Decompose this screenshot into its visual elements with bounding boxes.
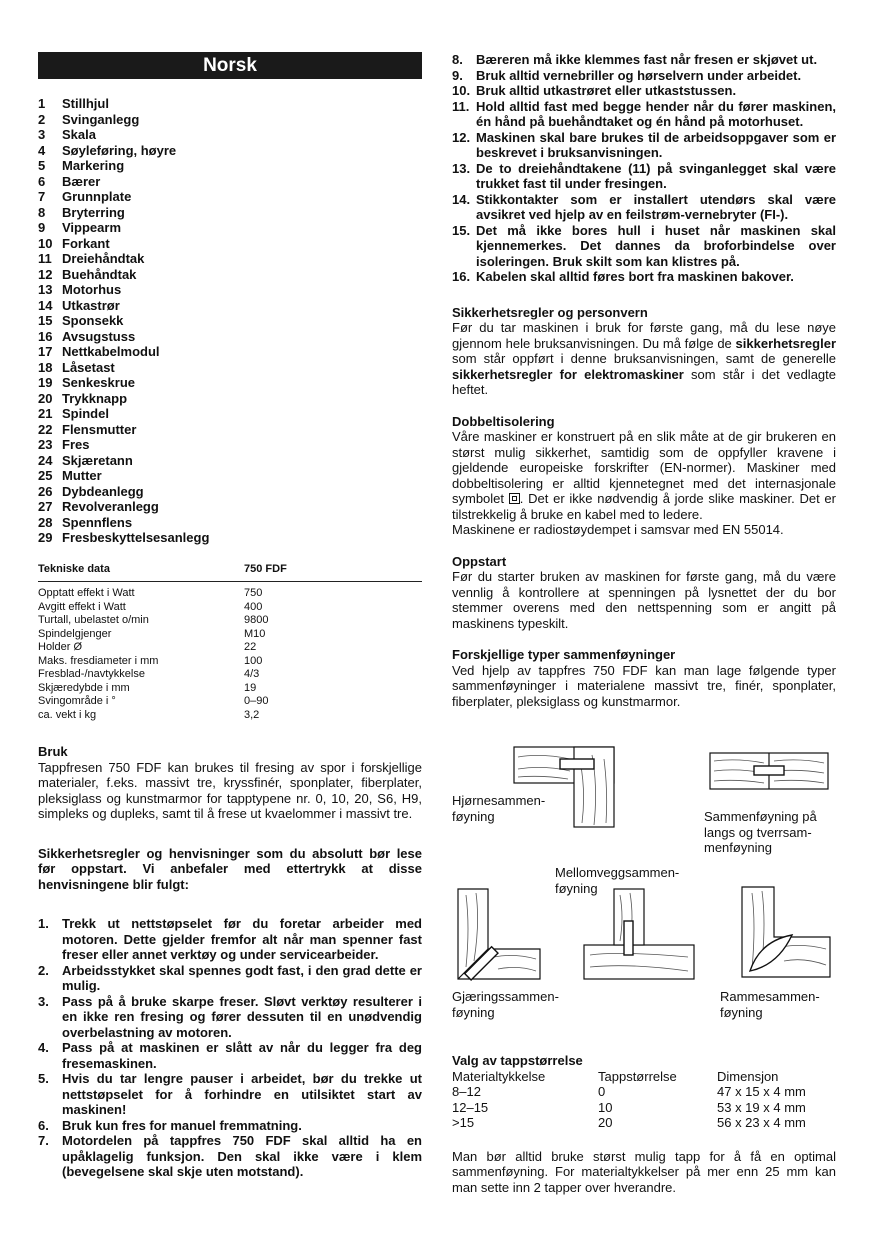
parts-list-item: 22 Flensmutter [38, 421, 137, 437]
parts-list-item: 26 Dybdeanlegg [38, 483, 144, 499]
parts-list-item: 14 Utkastrør [38, 297, 120, 313]
spec-row: Fresblad-/navtykkelse 4/3 [38, 668, 260, 680]
language-heading: Norsk [38, 52, 422, 79]
frame-joint-diagram [738, 885, 834, 983]
sizes-cell: 53 x 19 x 4 mm [717, 1099, 806, 1115]
parts-list-item: 10 Forkant [38, 235, 110, 251]
safety-rule: 6. Bruk kun fres for manuel fremmatning. [38, 1117, 302, 1133]
spec-row: Maks. fresdiameter i mm 100 [38, 654, 263, 667]
safety-rule: 13. De to dreiehåndtakene (11) på svinganlegget skal være trukket fast til under fresingen. [452, 160, 836, 191]
joint-diagrams [452, 725, 836, 1035]
middle-joint-label: Mellomveggsammen- føyning [555, 865, 680, 896]
safety-rule: 5. Hvis du tar lengre pauser i arbeidet, bør du trekke ut nettstøpselet for å forhindre en utilsiktet start av maskinen! [38, 1071, 422, 1117]
sizes-cell: 8–12 [452, 1084, 481, 1099]
dobbelt-section [452, 414, 836, 538]
typer-heading: Forskjellige typer sammenføyninger [452, 647, 676, 662]
personvern-section [452, 305, 836, 398]
parts-list-item: 20 Trykknapp [38, 390, 128, 406]
spec-row: Avgitt effekt i Watt 400 [38, 600, 263, 613]
parts-list-item: 5 Markering [38, 158, 125, 173]
parts-list-item: 9 Vippearm [38, 220, 122, 235]
parts-list-item: 8 Bryterring [38, 204, 125, 220]
parts-list-item: 23 Fres [38, 437, 90, 452]
oppstart-heading: Oppstart [452, 553, 507, 569]
sizes-cell: 56 x 23 x 4 mm [717, 1115, 806, 1130]
parts-list-item: 29 Fresbeskyttelsesanlegg [38, 530, 210, 545]
safety-rule: 15. Det må ikke bores hull i huset når maskinen skal kjennemerkes. Det dannes da broforbindelse over isoleringen. Bruk skilt som kan klistres på. [452, 222, 836, 269]
bruk-section [38, 744, 422, 822]
oppstart-section [452, 554, 836, 632]
spec-table-header: Tekniske data 750 FDF [38, 562, 422, 583]
parts-list-item: 11 Dreiehåndtak [38, 251, 145, 266]
spec-table [38, 587, 422, 722]
parts-list-item: 19 Senkeskrue [38, 375, 135, 390]
typer-text: Ved hjelp av tappfres 750 FDF kan man lage følgende typer sammenføyninger i materialene massivt tre, finér, sponplater, fiberplater, pleksiglass og kunstmarmor. [452, 662, 836, 709]
parts-list-item: 27 Revolveranlegg [38, 499, 159, 514]
spec-row: Skjæredybde i mm 19 [38, 681, 257, 694]
safety-rule: 1. Trekk ut nettstøpselet før du foretar arbeider med motoren. Dette gjelder fremfor alt når man spenner fast freser eller annet verktøy og under servicearbeider. [38, 916, 422, 962]
personvern-text: Før du tar maskinen i bruk for første gang, må du lese nøye gjennom hele bruksanvisningen. Du må følge de sikkerhetsregler som står oppført i denne bruksanvisningen, samt de generelle sikkerhetsregler for elektromaskiner som står i det vedlagte heftet. [452, 320, 836, 397]
safety-rule: 10. Bruk alltid utkastrøret eller utkaststussen. [452, 83, 737, 98]
spec-row: Turtall, ubelastet o/min 9800 [38, 614, 269, 626]
dobbelt-heading: Dobbeltisolering [452, 413, 555, 429]
right-column [452, 52, 836, 1195]
oppstart-text: Før du starter bruken av maskinen for første gang, må du være vennlig å kontrollere at spenningen på lysnettet der du bor stemmer overens med den nettspenning som er angitt på maskinens typeskilt. [452, 569, 836, 631]
double-insulation-icon [509, 493, 520, 504]
bruk-text: Tappfresen 750 FDF kan brukes til fresing av spor i forskjellige materialer, f.eks. massivt tre, kryssfinér, sponplater, fiberplater, pleksiglass og kunstmarmor for tapptypene nr. 0, 10, 20, S6, H9, simpleks og dupleks, samt til å frese ut kvaelommer i massivt tre. [38, 759, 422, 821]
sizes-cell: 47 x 15 x 4 mm [717, 1084, 806, 1099]
closing-text: Man bør alltid bruke størst mulig tapp for å få en optimal sammenføyning. For materialtykkelser på mer enn 25 mm kan man sette inn 2 tapper over hverandre. [452, 1148, 836, 1195]
parts-list-item: 17 Nettkabelmodul [38, 344, 160, 359]
parts-list-item: 18 Låsetast [38, 359, 115, 375]
parts-list-item: 13 Motorhus [38, 282, 122, 297]
sizes-header: Tappstørrelse [598, 1068, 677, 1084]
parts-list-item: 4 Søyleføring, høyre [38, 142, 177, 158]
safety-rule: 8. Bæreren må ikke klemmes fast når fresen er skjøvet ut. [452, 52, 818, 67]
parts-list-item: 28 Spennflens [38, 514, 133, 530]
sizes-cell: 12–15 [452, 1099, 489, 1115]
safety-intro: Sikkerhetsregler og henvisninger som du absolutt bør lese før oppstart. Vi anbefaler med ettertrykk at disse henvisningene blir fulgt: [38, 845, 422, 892]
safety-rule: 11. Hold alltid fast med begge hender når du fører maskinen, én hånd på buehåndtaket og én hånd på motorhuset. [452, 98, 836, 129]
sizes-cell: 10 [598, 1099, 613, 1115]
corner-joint-label: Hjørnesammen- føyning [452, 793, 546, 824]
parts-list-item: 16 Avsugstuss [38, 328, 136, 344]
parts-list-item: 6 Bærer [38, 173, 101, 189]
dobbelt-text: Våre maskiner er konstruert på en slik måte at de gir brukeren en størst mulig sikkerhet, samtidig som de oppfyller kravene i gjeldende europeiske forskrifter (EN-normer). Maskiner med dobbeltisolering er alltid kjennetegnet med det internasjonale symbolet . Det er ikke nødvendig å jorde slike maskiner. Det er tilstrekkelig å bruke en kabel med to ledere. Maskinene er radiostøydempet i samsvar med EN 55014. [452, 429, 836, 537]
left-column [38, 52, 422, 1180]
sizes-cell: 20 [598, 1115, 613, 1130]
parts-list-item: 3 Skala [38, 127, 96, 142]
safety-rule: 12. Maskinen skal bare brukes til de arbeidsoppgaver som er beskrevet i bruksanvisningen. [452, 129, 836, 160]
spec-row: Spindelgjenger M10 [38, 627, 266, 640]
safety-rule: 4. Pass på at maskinen er slått av når du legger fra deg fresemaskinen. [38, 1040, 422, 1071]
miter-joint-label: Gjæringssammen- føyning [452, 989, 559, 1020]
spec-row: ca. vekt i kg 3,2 [38, 708, 260, 721]
safety-rule: 14. Stikkontakter som er installert utendørs skal være avsikret ved hjelp av en feilstrøm-vernebryter (FI-). [452, 191, 836, 222]
lengthwise-joint-diagram [708, 749, 830, 793]
spec-row: Holder Ø 22 [38, 641, 257, 653]
lengthwise-joint-label: Sammenføyning på langs og tverrsam- menføyning [704, 809, 817, 855]
sizes-header: Dimensjon [717, 1068, 779, 1084]
safety-rule: 16. Kabelen skal alltid føres bort fra maskinen bakover. [452, 269, 794, 284]
parts-list-item: 15 Sponsekk [38, 313, 124, 328]
safety-rule: 9. Bruk alltid vernebriller og hørselvern under arbeidet. [452, 67, 802, 83]
frame-joint-label: Rammesammen- føyning [720, 989, 820, 1020]
parts-list [38, 96, 422, 546]
spec-row: Svingområde i ° 0–90 [38, 695, 269, 707]
parts-list-item: 12 Buehåndtak [38, 266, 137, 282]
personvern-heading: Sikkerhetsregler og personvern [452, 304, 648, 320]
miter-joint-diagram [454, 887, 542, 983]
sizes-table [452, 1069, 836, 1131]
parts-list-item: 1 Stillhjul [38, 96, 109, 111]
spec-row: Opptatt effekt i Watt 750 [38, 587, 263, 599]
safety-rules-list-right [452, 52, 836, 285]
safety-rule: 7. Motordelen på tappfres 750 FDF skal alltid ha en upåklagelig funksjon. Den skal ikke være i klem (bevegelsene skal skje uten motstand). [38, 1133, 422, 1179]
sizes-section [452, 1053, 836, 1131]
sizes-cell: 0 [598, 1084, 606, 1099]
parts-list-item: 21 Spindel [38, 406, 109, 421]
parts-list-item: 2 Svinganlegg [38, 111, 140, 127]
safety-rule: 2. Arbeidsstykket skal spennes godt fast, i den grad dette er mulig. [38, 962, 422, 993]
parts-list-item: 25 Mutter [38, 468, 102, 483]
sizes-header: Materialtykkelse [452, 1068, 546, 1084]
parts-list-item: 24 Skjæretann [38, 452, 133, 468]
safety-rule: 3. Pass på å bruke skarpe freser. Sløvt verktøy resulterer i en ikke ren fresing og fører dessuten til en unødvendig overbelastning av motoren. [38, 993, 422, 1040]
parts-list-item: 7 Grunnplate [38, 189, 132, 204]
typer-section [452, 647, 836, 709]
sizes-cell: >15 [452, 1115, 475, 1130]
sizes-heading: Valg av tappstørrelse [452, 1053, 583, 1068]
middle-joint-diagram [580, 887, 698, 983]
safety-rules-list-left [38, 916, 422, 1180]
bruk-heading: Bruk [38, 744, 68, 759]
